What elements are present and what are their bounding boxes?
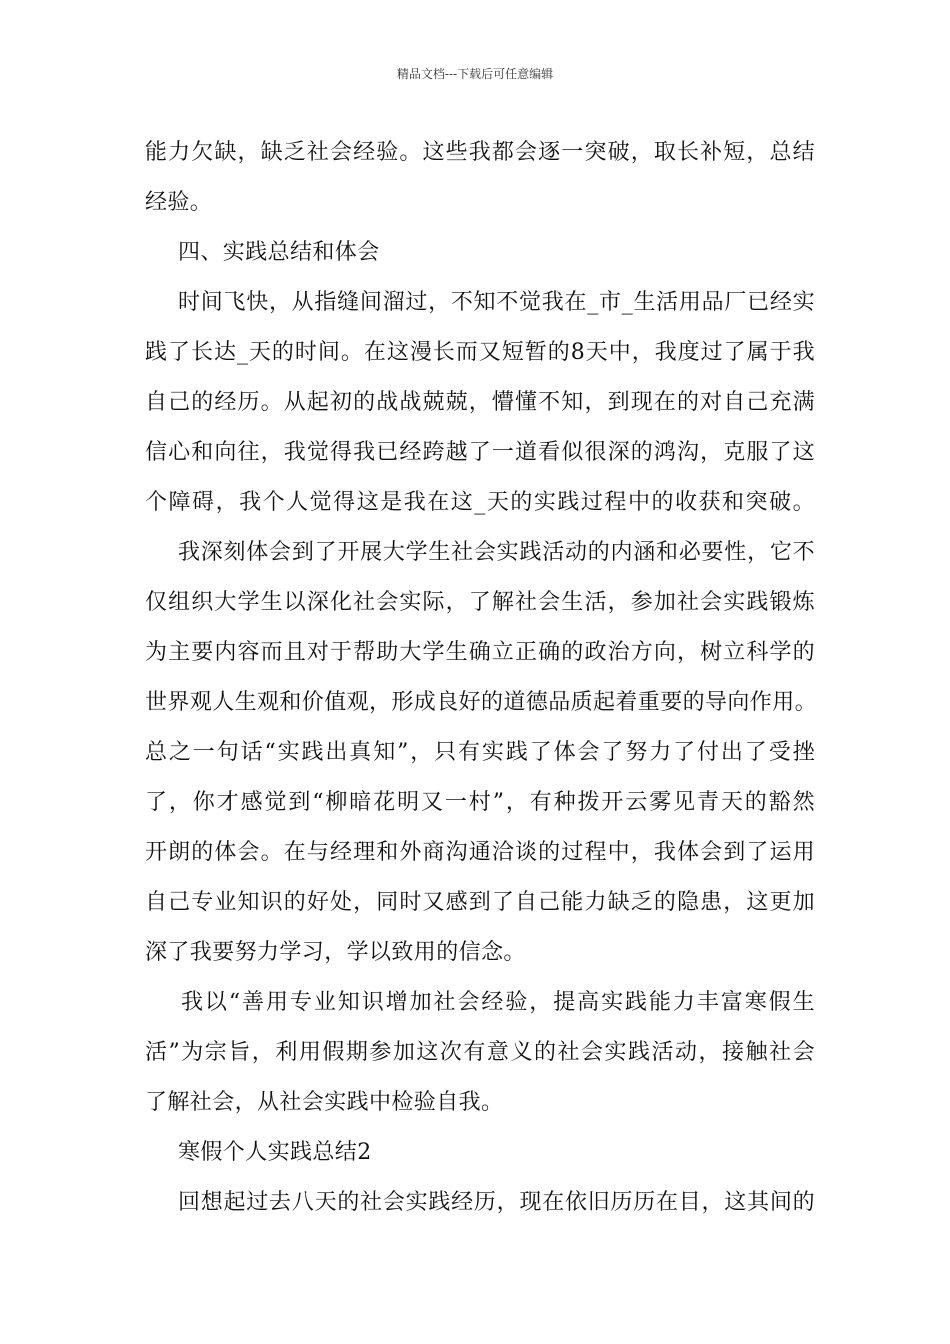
text-line: 能力欠缺，缺乏社会经验。这些我都会逐一突破，取长补短，总结 <box>145 140 815 165</box>
text-line: 信心和向往，我觉得我已经跨越了一道看似很深的鸿沟，克服了这 <box>145 440 815 465</box>
text-line: 为主要内容而且对于帮助大学生确立正确的政治方向，树立科学的 <box>145 640 815 665</box>
text-line: 了解社会，从社会实践中检验自我。 <box>145 1090 504 1115</box>
text-line: 自己的经历。从起初的战战兢兢，懵懂不知，到现在的对自己充满 <box>145 390 815 415</box>
text-line: 仅组织大学生以深化社会实际，了解社会生活，参加社会实践锻炼 <box>145 590 815 615</box>
text-line: 世界观人生观和价值观，形成良好的道德品质起着重要的导向作用。 <box>145 690 818 715</box>
text-line: 我以“善用专业知识增加社会经验，提高实践能力丰富寒假生 <box>181 990 815 1015</box>
text-line: 我深刻体会到了开展大学生社会实践活动的内涵和必要性，它不 <box>178 540 815 565</box>
text-line: 践了长达_天的时间。在这漫长而又短暂的8天中，我度过了属于我 <box>145 340 815 365</box>
text-line: 时间飞快，从指缝间溜过，不知不觉我在_市_生活用品厂已经实 <box>178 290 815 315</box>
text-line: 了，你才感觉到“柳暗花明又一村”，有种拨开云雾见青天的豁然 <box>145 790 815 815</box>
text-line: 个障碍，我个人觉得这是我在这_天的实践过程中的收获和突破。 <box>145 490 815 515</box>
text-line: 活”为宗旨，利用假期参加这次有意义的社会实践活动，接触社会 <box>145 1040 815 1065</box>
text-line: 自己专业知识的好处，同时又感到了自己能力缺乏的隐患，这更加 <box>145 890 815 915</box>
page-header: 精品文档---下载后可任意编辑 <box>396 67 554 81</box>
text-line: 回想起过去八天的社会实践经历，现在依旧历历在目，这其间的 <box>178 1190 815 1215</box>
section-heading: 四、实践总结和体会 <box>178 240 380 265</box>
section-heading: 寒假个人实践总结2 <box>178 1140 372 1165</box>
document-body <box>145 128 818 1228</box>
text-line: 开朗的体会。在与经理和外商沟通洽谈的过程中，我体会到了运用 <box>145 840 815 865</box>
text-line: 经验。 <box>145 190 213 215</box>
text-line: 深了我要努力学习，学以致用的信念。 <box>145 940 526 965</box>
text-line: 总之一句话“实践出真知”，只有实践了体会了努力了付出了受挫 <box>145 740 815 765</box>
